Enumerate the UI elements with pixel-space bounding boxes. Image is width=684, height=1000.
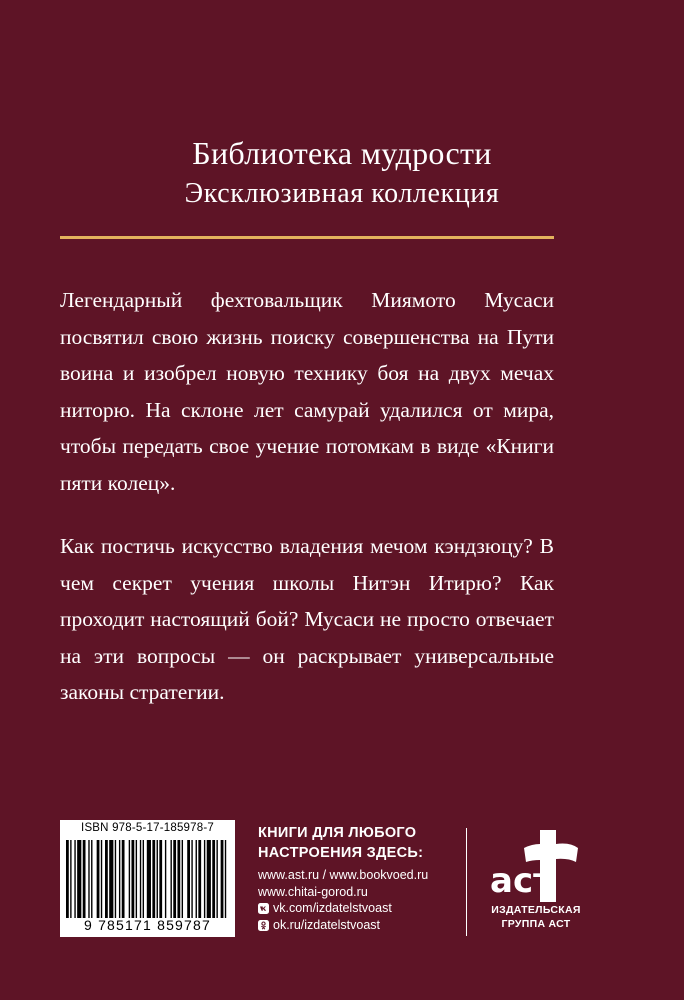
vk-row[interactable] — [258, 900, 458, 917]
barcode-bar — [207, 840, 211, 918]
barcode-digits: 9 785171 859787 — [84, 917, 211, 933]
barcode-bar — [88, 840, 89, 918]
promo-heading-2: НАСТРОЕНИЯ ЗДЕСЬ: — [258, 845, 424, 861]
barcode-bar — [119, 840, 120, 918]
barcode-bar — [198, 840, 201, 918]
barcode-bar — [152, 840, 155, 918]
barcode-bar — [140, 840, 141, 918]
series-title: Библиотека мудрости — [192, 135, 492, 171]
vk-link[interactable]: vk.com/izdatelstvoast — [273, 901, 392, 915]
vk-icon — [258, 903, 269, 914]
barcode-bar — [97, 840, 100, 918]
ok-row[interactable] — [258, 917, 458, 934]
barcode-bar — [91, 840, 92, 918]
barcode-bar — [159, 840, 162, 918]
barcode-bar — [212, 840, 215, 918]
barcode-bar — [216, 840, 217, 918]
barcode-bar — [221, 840, 224, 918]
barcode-box — [60, 820, 235, 937]
barcode-bar — [101, 840, 102, 918]
ast-logo — [488, 828, 584, 904]
barcode-bar — [115, 840, 116, 918]
ok-link[interactable]: ok.ru/izdatelstvoast — [273, 918, 380, 932]
promo-heading-1: КНИГИ ДЛЯ ЛЮБОГО — [258, 825, 417, 841]
barcode-bar — [173, 840, 176, 918]
barcode-bar — [70, 840, 71, 918]
isbn-label: ISBN 978-5-17-185978-7 — [81, 822, 214, 834]
barcode-bar — [129, 840, 130, 918]
barcode-bar — [136, 840, 137, 918]
barcode-bar — [147, 840, 151, 918]
promo-sites-2[interactable]: www.chitai-gorod.ru — [258, 885, 368, 899]
barcode-bar — [225, 840, 226, 918]
publisher-name — [476, 903, 596, 931]
barcode-bar — [170, 840, 171, 918]
promo-block — [258, 823, 458, 934]
barcode-bar — [165, 840, 166, 918]
barcode-bar — [74, 840, 75, 918]
ok-icon — [258, 920, 269, 931]
barcode-bar — [177, 840, 180, 918]
publisher-name-line-1: ИЗДАТЕЛЬСКАЯ — [491, 904, 581, 916]
barcode-bar — [77, 840, 81, 918]
barcode-bar — [109, 840, 113, 918]
barcode-bar — [204, 840, 205, 918]
barcode-bar — [143, 840, 144, 918]
barcode-bar — [83, 840, 86, 918]
promo-sites-1[interactable]: www.ast.ru / www.bookvoed.ru — [258, 868, 429, 882]
barcode-bar — [66, 840, 69, 918]
description-paragraph-2: Как постичь искусство владения мечом кэндзюцу? В чем секрет учения школы Нитэн Итирю? Как проходит настоящий бой? Мусаси не просто отвечает на эти вопросы — он раскрывает универсальные законы стратегии. — [60, 534, 554, 704]
barcode-bar — [105, 840, 108, 918]
vertical-separator — [466, 828, 467, 936]
barcode-bar — [157, 840, 158, 918]
gold-divider — [60, 236, 554, 239]
barcode-bar — [187, 840, 190, 918]
barcode-bar — [122, 840, 125, 918]
barcode-bar — [191, 840, 192, 918]
publisher-name-line-2: ГРУППА АСТ — [501, 918, 571, 930]
ast-logo-text: аст — [490, 861, 553, 901]
description-paragraph-1: Легендарный фехтовальщик Миямото Мусаси посвятил свою жизнь поиску совершенства на Пути воина и изобрел новую технику боя на двух мечах ниторю. На склоне лет самурай удалился от мира, чтобы передать свое учение потомкам в виде «Книги пяти колец». — [60, 288, 554, 495]
barcode-bar — [182, 840, 183, 918]
series-subtitle: Эксклюзивная коллекция — [184, 178, 500, 209]
barcode-bars — [66, 840, 229, 918]
barcode-bar — [196, 840, 197, 918]
barcode-bar — [131, 840, 134, 918]
